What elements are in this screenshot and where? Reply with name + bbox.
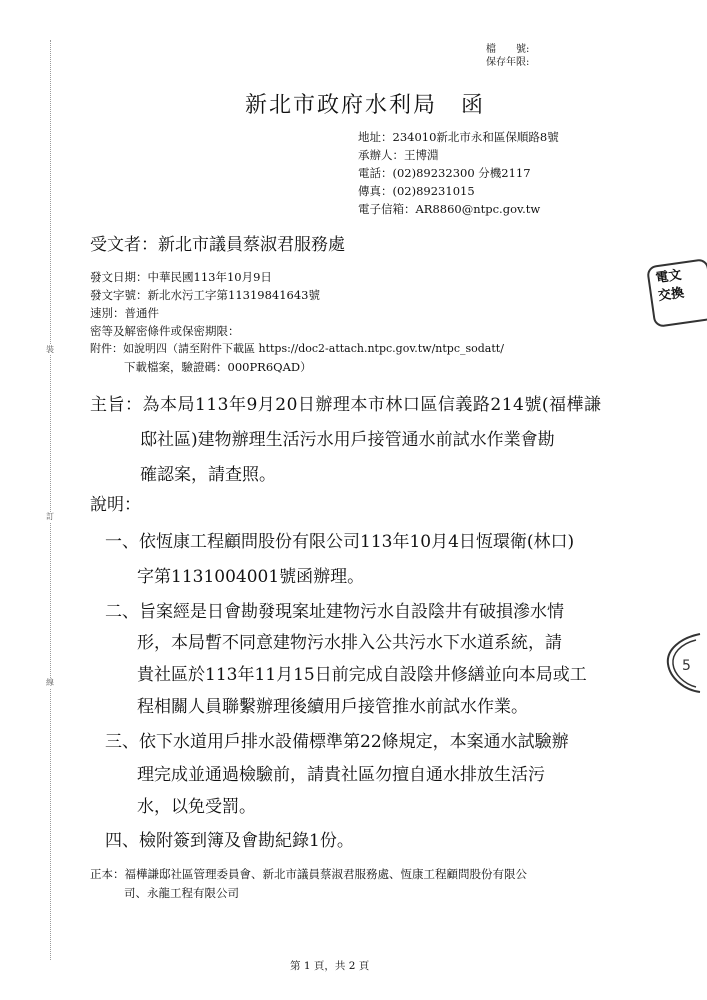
sender-fax: 傳真：(02)89231015 <box>358 184 475 198</box>
side-seal-icon <box>660 630 704 696</box>
explanation-item-2-line-1: 二、旨案經是日會勘發現案址建物污水自設陰井有破損滲水情 <box>105 602 564 622</box>
document-number: 發文字號：新北水污工字第11319841643號 <box>90 288 320 302</box>
recipient: 受文者：新北市議員蔡淑君服務處 <box>90 235 345 255</box>
subject-line-2: 邸社區)建物辦理生活污水用戶接管通水前試水作業會勘 <box>140 430 555 450</box>
secrecy-level: 密等及解密條件或保密期限： <box>90 324 240 338</box>
binding-mark-line: 線 <box>46 678 54 687</box>
sender-email: 電子信箱：AR8860@ntpc.gov.tw <box>358 202 541 216</box>
explanation-item-3-line-1: 三、依下水道用戶排水設備標準第22條規定，本案通水試驗辦 <box>105 732 569 752</box>
side-seal-digit: 5 <box>682 658 691 674</box>
explanation-item-4-line-1: 四、檢附簽到簿及會勘紀錄1份。 <box>105 831 354 851</box>
copies-line-1: 正本：福樺謙邸社區管理委員會、新北市議員蔡淑君服務處、恆康工程顧問股份有限公 <box>90 867 527 881</box>
attachment-line-2: 下載檔案，驗證碼：000PR6QAD） <box>124 360 312 374</box>
sender-handler: 承辦人：王博淵 <box>358 148 439 162</box>
explanation-heading: 說明： <box>90 495 141 515</box>
retention-label: 保存年限: <box>486 57 530 68</box>
stamp-text-top: 電文 <box>654 267 683 287</box>
issue-date: 發文日期：中華民國113年10月9日 <box>90 270 272 284</box>
explanation-item-3-line-2: 理完成並通過檢驗前，請貴社區勿擅自通水排放生活污 <box>137 765 545 785</box>
copies-line-2: 司、永龍工程有限公司 <box>124 886 239 900</box>
electronic-exchange-stamp <box>646 258 707 328</box>
delivery-speed: 速別：普通件 <box>90 306 159 320</box>
explanation-item-1-line-2: 字第1131004001號函辦理。 <box>137 567 365 587</box>
explanation-item-3-line-3: 水，以免受罰。 <box>137 797 256 817</box>
explanation-item-2-line-3: 貴社區於113年11月15日前完成自設陰井修繕並向本局或工 <box>137 665 587 685</box>
subject-line-3: 確認案，請查照。 <box>140 465 276 485</box>
page-number: 第 1 頁，共 2 頁 <box>290 960 370 972</box>
explanation-item-2-line-2: 形，本局暫不同意建物污水排入公共污水下水道系統，請 <box>137 633 562 653</box>
explanation-item-2-line-4: 程相關人員聯繫辦理後續用戶接管推水前試水作業。 <box>137 697 528 717</box>
sender-phone: 電話：(02)89232300 分機2117 <box>358 166 531 180</box>
binding-mark-bind: 裝 <box>46 345 54 354</box>
sender-address: 地址：234010新北市永和區保順路8號 <box>358 130 559 144</box>
document-title: 新北市政府水利局 函 <box>245 93 486 118</box>
attachment-line-1: 附件：如說明四（請至附件下載區 https://doc2-attach.ntpc.gov.tw/ntpc_sodatt/ <box>90 342 504 355</box>
explanation-item-1-line-1: 一、依恆康工程顧問股份有限公司113年10月4日恆環衛(林口) <box>105 532 575 552</box>
binding-mark-staple: 訂 <box>46 512 54 521</box>
file-number-label: 檔 號: <box>486 44 530 55</box>
binding-dotted-line <box>50 40 51 960</box>
subject-line-1: 主旨：為本局113年9月20日辦理本市林口區信義路214號(福樺謙 <box>90 395 602 415</box>
stamp-text-bottom: 交換 <box>657 285 686 305</box>
